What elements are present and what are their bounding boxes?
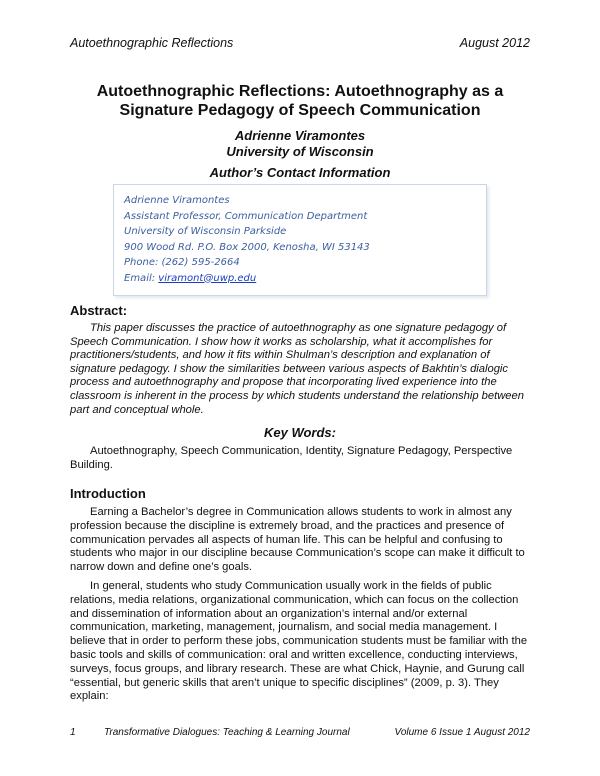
running-header [70,36,530,50]
abstract-text: This paper discusses the practice of autoethnography as one signature pedagogy of Speech Communication. I show how it works as scholarship, what it accomplishes for practitioners/students, and how it fits within Shulman’s description and explanation of signature pedagogy. I show the similarities between various aspects of Bakhtin’s dialogic process and autoethnography and propose that incorporating lived experience into the classroom is inherent in the process by which students understand the relationship between part and conceptual whole. [70,322,524,416]
keywords-text: Autoethnography, Speech Communication, Identity, Signature Pedagogy, Perspective Building. [70,445,513,471]
footer-issue: Volume 6 Issue 1 August 2012 [394,727,530,738]
author-name: Adrienne Viramontes [234,128,366,143]
intro-paragraph-2: In general, students who study Communication usually work in the fields of public relations, media relations, organizational communication, which can focus on the collection and dissemination of information about an organization’s internal and/or external communication, marketing, management, journalism, and social media management. I believe that in order to perform these jobs, communication students must be familiar with the basic tools and skills of communication: oral and written excellence, conducting interviews, surveys, focus groups, and library research. These are what Chick, Haynie, and Gurung call “essential, but generic skills that aren’t unique to specific disciplines” (2009, p. 3). They explain: [70,580,528,703]
contact-email-link[interactable]: viramont@uwp.edu [158,272,257,284]
page-number: 1 [70,727,76,738]
contact-info-box [113,184,487,296]
abstract-heading: Abstract: [70,303,128,318]
keywords-heading: Key Words: [264,425,336,440]
contact-email-label: Email: [124,272,159,284]
page-footer [70,727,530,738]
intro-paragraph-1: Earning a Bachelor’s degree in Communication allows students to work in almost any profession because the discipline is extremely broad, and the practices and presence of communication pervades all aspects of human life. This can be helpful and confusing to students who major in our discipline because Communication’s scope can make it difficult to narrow down and define one’s goals. [70,506,525,574]
contact-email-line [124,271,476,287]
contact-name: Adrienne Viramontes [124,195,230,206]
footer-journal: Transformative Dialogues: Teaching & Learning Journal [104,727,350,738]
paper-title-line-2: Signature Pedagogy of Speech Communication [119,102,481,119]
contact-address: 900 Wood Rd. P.O. Box 2000, Kenosha, WI 53143 [124,241,370,253]
paper-title-line-1: Autoethnographic Reflections: Autoethnography as a [96,83,504,100]
contact-institution: University of Wisconsin Parkside [124,226,287,237]
paper-title [60,82,540,120]
contact-phone: Phone: (262) 595-2664 [124,257,240,268]
author-block [60,128,540,160]
author-affiliation: University of Wisconsin [226,144,374,159]
running-header-date: August 2012 [459,36,530,50]
contact-heading: Author’s Contact Information [209,165,391,180]
introduction-heading: Introduction [70,486,146,501]
contact-position: Assistant Professor, Communication Department [124,210,368,222]
running-header-title: Autoethnographic Reflections [70,36,234,50]
